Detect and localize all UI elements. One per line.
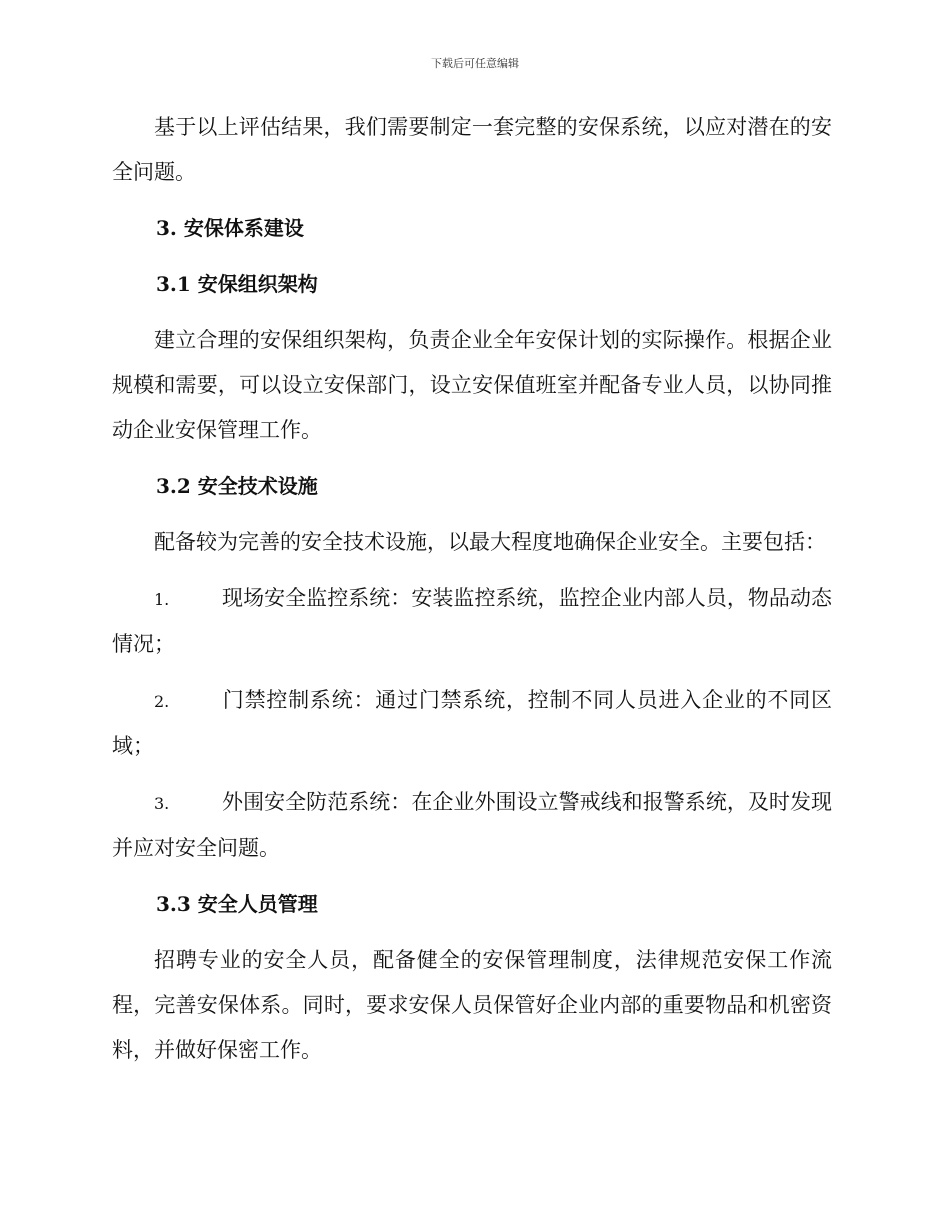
list-item-number: 2. xyxy=(154,692,170,711)
list-item xyxy=(112,678,832,769)
section-3-1-paragraph: 建立合理的安保组织架构，负责企业全年安保计划的实际操作。根据企业规模和需要，可以设立安保部门，设立安保值班室并配备专业人员，以协同推动企业安保管理工作。 xyxy=(112,328,832,442)
intro-paragraph: 基于以上评估结果，我们需要制定一套完整的安保系统，以应对潜在的安全问题。 xyxy=(112,115,832,184)
section-3-heading: 3. 安保体系建设 xyxy=(156,216,304,240)
list-item-number: 1. xyxy=(154,590,170,609)
list-item-number: 3. xyxy=(154,794,170,813)
list-item xyxy=(112,780,832,871)
page-header: 下载后可任意编辑 xyxy=(431,57,519,70)
list-item-text: 现场安全监控系统：安装监控系统，监控企业内部人员，物品动态情况； xyxy=(112,586,832,656)
list-item-text: 外围安全防范系统：在企业外围设立警戒线和报警系统，及时发现并应对安全问题。 xyxy=(112,790,832,860)
list-item xyxy=(112,576,832,667)
section-3-3-heading: 3.3 安全人员管理 xyxy=(156,892,318,916)
section-3-2-paragraph: 配备较为完善的安全技术设施，以最大程度地确保企业安全。主要包括： xyxy=(154,530,826,554)
section-3-2-heading: 3.2 安全技术设施 xyxy=(156,474,318,498)
section-3-3-paragraph: 招聘专业的安全人员，配备健全的安保管理制度，法律规范安保工作流程，完善安保体系。同时，要求安保人员保管好企业内部的重要物品和机密资料，并做好保密工作。 xyxy=(112,948,832,1062)
document-body xyxy=(112,105,832,1084)
section-3-1-heading: 3.1 安保组织架构 xyxy=(156,272,318,296)
list-item-text: 门禁控制系统：通过门禁系统，控制不同人员进入企业的不同区域； xyxy=(112,688,832,758)
